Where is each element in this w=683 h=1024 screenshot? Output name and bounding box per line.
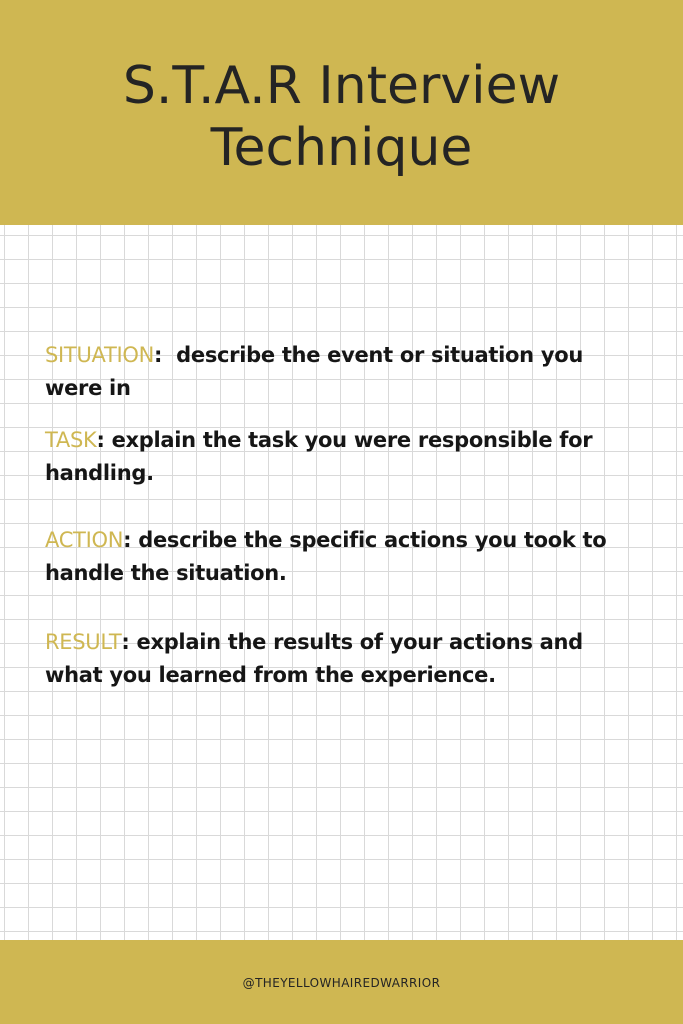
result-item (45, 626, 645, 692)
task-text: explain the task you were responsible for handling. (45, 428, 593, 485)
action-separator: : (123, 528, 139, 552)
action-text: describe the specific actions you took to handle the situation. (45, 528, 607, 585)
action-term: ACTION (45, 528, 124, 552)
page-title (0, 55, 683, 179)
situation-item (45, 339, 645, 405)
result-separator: : (121, 630, 137, 654)
situation-text: describe the event or situation you were in (45, 343, 583, 400)
result-text: explain the results of your actions and what you learned from the experience. (45, 630, 583, 687)
title-line-2: Technique (210, 118, 473, 178)
action-item (45, 524, 645, 590)
situation-term: SITUATION (45, 343, 155, 367)
author-handle: @THEYELLOWHAIREDWARRIOR (242, 976, 441, 990)
title-line-1: S.T.A.R Interview (122, 56, 561, 116)
result-term: RESULT (45, 630, 122, 654)
task-term: TASK (45, 428, 97, 452)
task-separator: : (96, 428, 112, 452)
situation-separator: : (154, 343, 177, 367)
footer-banner (0, 940, 683, 1024)
task-item (45, 424, 645, 490)
header-banner (0, 0, 683, 225)
